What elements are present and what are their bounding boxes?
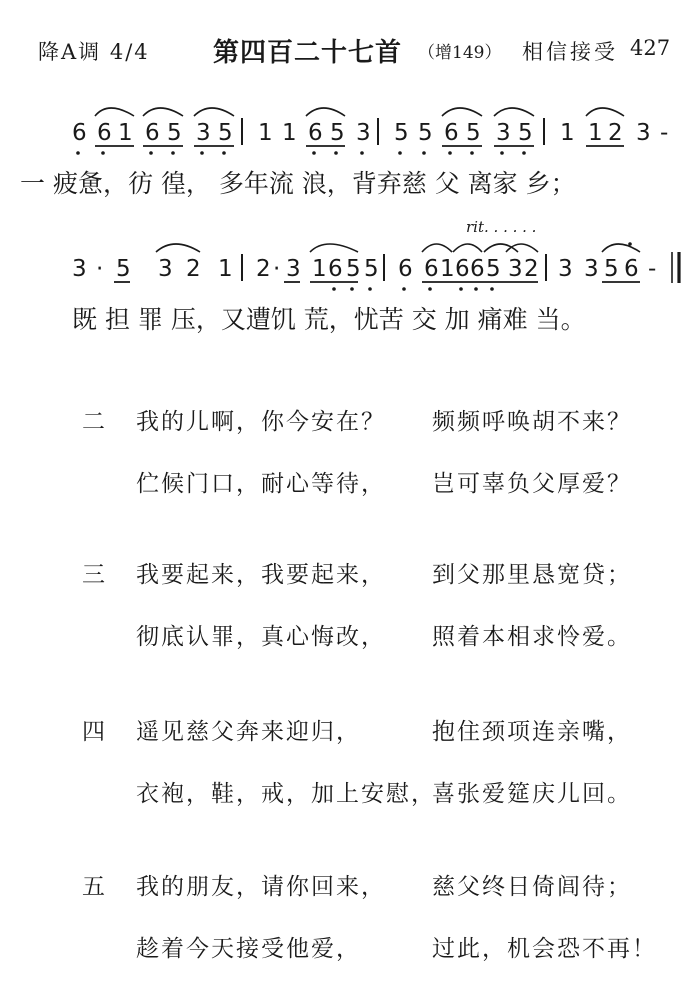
verse-number: 二 <box>82 409 105 435</box>
note: 1 <box>218 256 233 282</box>
slurs <box>156 244 640 252</box>
verse-number: 三 <box>82 562 105 588</box>
note: 5 <box>330 120 345 146</box>
score-line-1 <box>20 108 668 198</box>
ritardando-mark: rit. . . . . . <box>466 218 537 236</box>
verse-text-b: 过此，机会恐不再！ <box>432 936 657 962</box>
note: 3 <box>196 120 211 146</box>
note: 5 <box>394 120 409 146</box>
verse-text-b: 慈父终日倚闾待； <box>432 874 632 900</box>
note: · <box>273 256 281 282</box>
note: 6 <box>145 120 160 146</box>
verse-text-b: 到父那里恳宽贷； <box>432 562 632 588</box>
note: 3 <box>558 256 573 282</box>
note: 6 <box>455 256 470 282</box>
note: 1 <box>560 120 575 146</box>
note: 6 <box>424 256 439 282</box>
note: 5 <box>604 256 619 282</box>
page-number: 427 <box>630 36 671 60</box>
verse-text-b: 喜张爱筵庆儿回。 <box>432 781 632 807</box>
verse-text-a: 彻底认罪，真心悔改， <box>136 624 386 650</box>
slurs <box>95 108 624 116</box>
note: 5 <box>218 120 233 146</box>
hymn-name: 相信接受 <box>522 40 618 64</box>
verse-text-b: 频频呼唤胡不来？ <box>432 409 632 435</box>
note: 6 <box>398 256 413 282</box>
octave-dots <box>332 287 494 291</box>
note: - <box>660 120 669 146</box>
verse-line <box>0 618 700 670</box>
note: 5 <box>346 256 361 282</box>
note: 6 <box>308 120 323 146</box>
octave-dots <box>76 151 526 155</box>
verse-line <box>0 403 700 455</box>
note: 1 <box>282 120 297 146</box>
note: 3 <box>508 256 523 282</box>
note: 6 <box>444 120 459 146</box>
note: 5 <box>486 256 501 282</box>
verse-line <box>0 868 700 920</box>
numbered-musical-score <box>0 90 700 350</box>
note: 3 <box>496 120 511 146</box>
note: 6 <box>97 120 112 146</box>
note: 1 <box>118 120 133 146</box>
note: 5 <box>364 256 379 282</box>
score-line-2 <box>72 242 679 334</box>
lyrics-line-2: 既 担 罪 压，又遭饥 荒，忧苦 交 加 痛难 当。 <box>72 305 586 334</box>
verse-text-a: 我的儿啊，你今安在？ <box>136 409 386 435</box>
verse-line <box>0 556 700 608</box>
verse-line <box>0 465 700 517</box>
verse-text-a: 遥见慈父奔来迎归， <box>136 719 361 745</box>
verse-line <box>0 713 700 765</box>
note: 6 <box>470 256 485 282</box>
note: 6 <box>624 256 639 282</box>
note: 3 <box>158 256 173 282</box>
verse-text-a: 我的朋友，请你回来， <box>136 874 386 900</box>
verse-line <box>0 930 700 982</box>
note: 6 <box>328 256 343 282</box>
note: 5 <box>518 120 533 146</box>
note: 2 <box>608 120 623 146</box>
note: 2 <box>524 256 539 282</box>
verse-text-b: 照着本相求怜爱。 <box>432 624 632 650</box>
verse-text-a: 伫候门口，耐心等待， <box>136 471 386 497</box>
note: 6 <box>72 120 87 146</box>
note: 3 <box>636 120 651 146</box>
hymn-header <box>0 30 700 66</box>
fermata-dot <box>628 242 632 246</box>
note: 5 <box>167 120 182 146</box>
note: 3 <box>356 120 371 146</box>
verse-number: 五 <box>82 874 105 900</box>
note: 5 <box>466 120 481 146</box>
note: 3 <box>584 256 599 282</box>
verse-text-a: 趁着今天接受他爱， <box>136 936 361 962</box>
note: 1 <box>440 256 455 282</box>
hymn-title: 第四百二十七首 <box>213 38 403 68</box>
verse-text-a: 我要起来，我要起来， <box>136 562 386 588</box>
verse-text-b: 岂可辜负父厚爱？ <box>432 471 632 497</box>
note: 2 <box>186 256 201 282</box>
verse-line <box>0 775 700 827</box>
verse-number: 四 <box>82 719 105 745</box>
note: 3 <box>72 256 87 282</box>
verse-text-b: 抱住颈项连亲嘴， <box>432 719 632 745</box>
note: 2 <box>256 256 271 282</box>
note: 3 <box>286 256 301 282</box>
note: - <box>648 256 657 282</box>
note: 1 <box>312 256 327 282</box>
lyrics-line-1: 一 疲惫，彷 徨， 多年流 浪，背弃慈 父 离家 乡； <box>20 169 576 198</box>
verse-text-a: 衣袍，鞋，戒，加上安慰， <box>136 781 436 807</box>
note: 1 <box>258 120 273 146</box>
key-signature: 降A调 4/4 <box>38 40 150 64</box>
note: · <box>96 256 104 282</box>
note: 5 <box>116 256 131 282</box>
hymn-supplement-number: （增149） <box>418 43 502 63</box>
note: 5 <box>418 120 433 146</box>
note: 1 <box>588 120 603 146</box>
